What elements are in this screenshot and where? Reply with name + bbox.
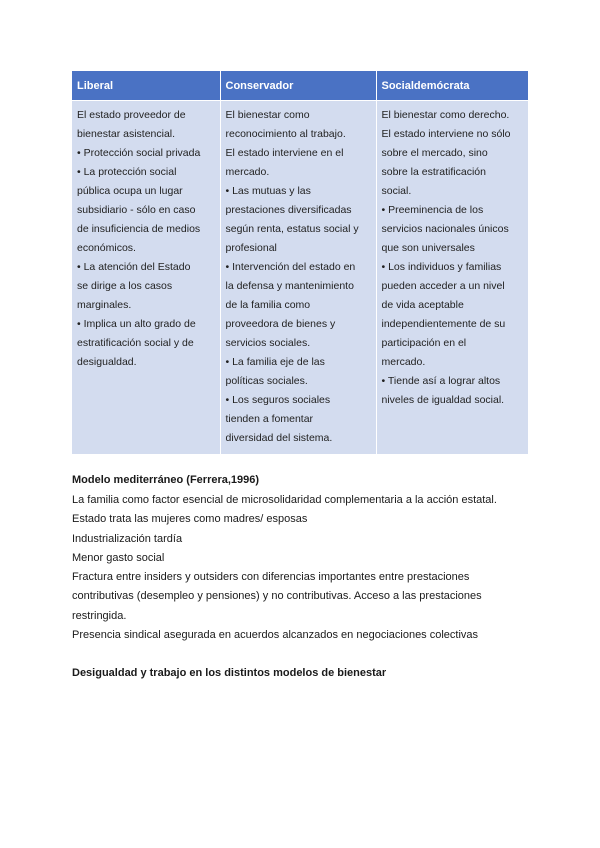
table-header-row xyxy=(72,71,528,101)
cell-text-line: de vida aceptable xyxy=(381,299,464,311)
cell-text-line: El estado interviene no sólo xyxy=(381,128,511,140)
cell-text-line: de la familia como xyxy=(225,299,311,311)
header-liberal: Liberal xyxy=(72,71,220,101)
cell-text-line: pueden acceder a un nivel xyxy=(381,280,505,292)
cell-text-line: El estado proveedor de xyxy=(77,109,186,121)
cell-text-line: mercado. xyxy=(381,356,426,368)
paragraph-line: Estado trata las mujeres como madres/ esposas xyxy=(72,513,308,526)
cell-socialdemocrata xyxy=(376,101,528,455)
paragraph-line: Presencia sindical asegurada en acuerdos alcanzados en negociaciones colectivas xyxy=(72,629,479,642)
paragraph-line: La familia como factor esencial de microsolidaridad complementaria a la acción estatal. xyxy=(72,494,497,506)
cell-text-line: proveedora de bienes y xyxy=(225,318,336,330)
paragraph-line: contributivas (desempleo y pensiones) y no contributivas. Acceso a las prestaciones xyxy=(72,590,482,603)
cell-text-line: marginales. xyxy=(77,299,132,311)
cell-text-line: prestaciones diversificadas xyxy=(225,204,352,216)
paragraph-line: restringida. xyxy=(72,609,127,622)
cell-text-line: social. xyxy=(381,185,412,197)
cell-text-line: sobre el mercado, sino xyxy=(381,147,488,159)
cell-text-line: según renta, estatus social y xyxy=(225,223,359,235)
mediterranean-model-heading: Modelo mediterráneo (Ferrera,1996) xyxy=(72,474,260,486)
paragraph-line: Menor gasto social xyxy=(72,551,165,564)
cell-text-line: subsidiario - sólo en caso xyxy=(77,204,196,216)
paragraph-line: Fractura entre insiders y outsiders con diferencias importantes entre prestaciones xyxy=(72,571,470,584)
cell-text-line: de insuficiencia de medios xyxy=(77,223,201,235)
cell-text-line: políticas sociales. xyxy=(225,375,308,387)
cell-text-line: El bienestar como xyxy=(225,109,310,121)
cell-text-line: • Protección social privada xyxy=(77,147,201,159)
cell-text-line: diversidad del sistema. xyxy=(225,432,333,444)
cell-conservador xyxy=(220,101,376,455)
cell-text-line: • La protección social xyxy=(77,166,177,178)
cell-text-line: bienestar asistencial. xyxy=(77,128,176,140)
cell-text-line: participación en el xyxy=(381,337,467,349)
cell-text-line: la defensa y mantenimiento xyxy=(225,280,354,292)
cell-text-line: • Intervención del estado en xyxy=(225,261,356,273)
cell-text-line: sobre la estratificación xyxy=(381,166,486,178)
cell-text-line: se dirige a los casos xyxy=(77,280,173,292)
cell-text-line: • La atención del Estado xyxy=(77,261,191,273)
cell-text-line: • La familia eje de las xyxy=(225,356,325,368)
cell-text-line: económicos. xyxy=(77,242,136,254)
cell-liberal xyxy=(72,101,220,455)
cell-text-line: • Los seguros sociales xyxy=(225,394,331,406)
cell-text-line: servicios nacionales únicos xyxy=(381,223,509,235)
cell-text-line: niveles de igualdad social. xyxy=(381,394,505,406)
cell-text-line: El estado interviene en el xyxy=(225,147,344,159)
cell-text-line: • Preeminencia de los xyxy=(381,204,484,216)
cell-text-line: estratificación social y de xyxy=(77,337,194,349)
header-socialdemocrata: Socialdemócrata xyxy=(376,71,528,101)
cell-text-line: que son universales xyxy=(381,242,475,254)
cell-text-line: mercado. xyxy=(225,166,270,178)
cell-text-line: desigualdad. xyxy=(77,356,137,368)
header-conservador: Conservador xyxy=(220,71,376,101)
cell-text-line: • Tiende así a lograr altos xyxy=(381,375,501,387)
cell-text-line: • Las mutuas y las xyxy=(225,185,311,197)
cell-text-line: pública ocupa un lugar xyxy=(77,185,183,197)
paragraph-line: Industrialización tardía xyxy=(72,532,183,545)
cell-text-line: • Implica un alto grado de xyxy=(77,318,196,330)
cell-text-line: reconocimiento al trabajo. xyxy=(225,128,346,140)
mediterranean-model-body xyxy=(72,491,528,645)
cell-text-line: servicios sociales. xyxy=(225,337,311,349)
welfare-regimes-table xyxy=(72,71,528,454)
mediterranean-model-section xyxy=(72,471,528,645)
inequality-section-heading: Desigualdad y trabajo en los distintos modelos de bienestar xyxy=(72,667,387,679)
cell-text-line: • Los individuos y familias xyxy=(381,261,502,273)
cell-text-line: tienden a fomentar xyxy=(225,413,314,425)
cell-text-line: independientemente de su xyxy=(381,318,506,330)
table-row xyxy=(72,101,528,455)
cell-text-line: profesional xyxy=(225,242,277,254)
cell-text-line: El bienestar como derecho. xyxy=(381,109,510,121)
